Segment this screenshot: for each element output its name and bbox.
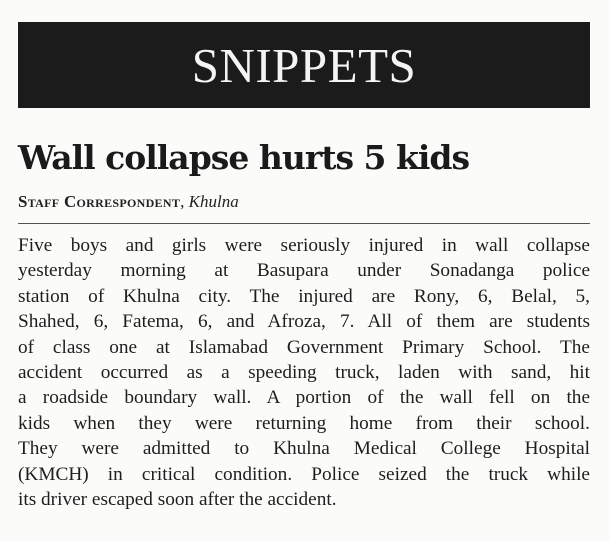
body-line: They were admitted to Khulna Medical College Hospital <box>18 438 590 460</box>
byline-divider <box>18 223 590 224</box>
byline-place: Khulna <box>188 192 239 211</box>
article-byline <box>18 191 239 213</box>
article-headline: Wall collapse hurts 5 kids <box>18 138 470 177</box>
body-line: kids when they were returning home from their school. <box>18 412 590 434</box>
section-banner <box>18 22 590 108</box>
section-banner-title: SNIPPETS <box>191 37 417 93</box>
body-line: station of Khulna city. The injured are Rony, 6, Belal, 5, <box>18 285 590 307</box>
body-line: of class one at Islamabad Government Primary School. The <box>18 336 590 358</box>
body-line: (KMCH) in critical condition. Police seized the truck while <box>18 463 590 485</box>
byline-separator: , <box>180 192 185 211</box>
body-line: its driver escaped soon after the accident. <box>18 489 337 511</box>
byline-role: Staff Correspondent <box>18 192 181 211</box>
body-line: a roadside boundary wall. A portion of the wall fell on the <box>18 387 590 409</box>
body-line: accident occurred as a speeding truck, laden with sand, hit <box>18 362 590 384</box>
body-line: yesterday morning at Basupara under Sonadanga police <box>18 260 590 282</box>
body-line: Five boys and girls were seriously injured in wall collapse <box>18 235 590 256</box>
body-line: Shahed, 6, Fatema, 6, and Afroza, 7. All of them are students <box>18 311 590 333</box>
article-body <box>18 233 590 512</box>
